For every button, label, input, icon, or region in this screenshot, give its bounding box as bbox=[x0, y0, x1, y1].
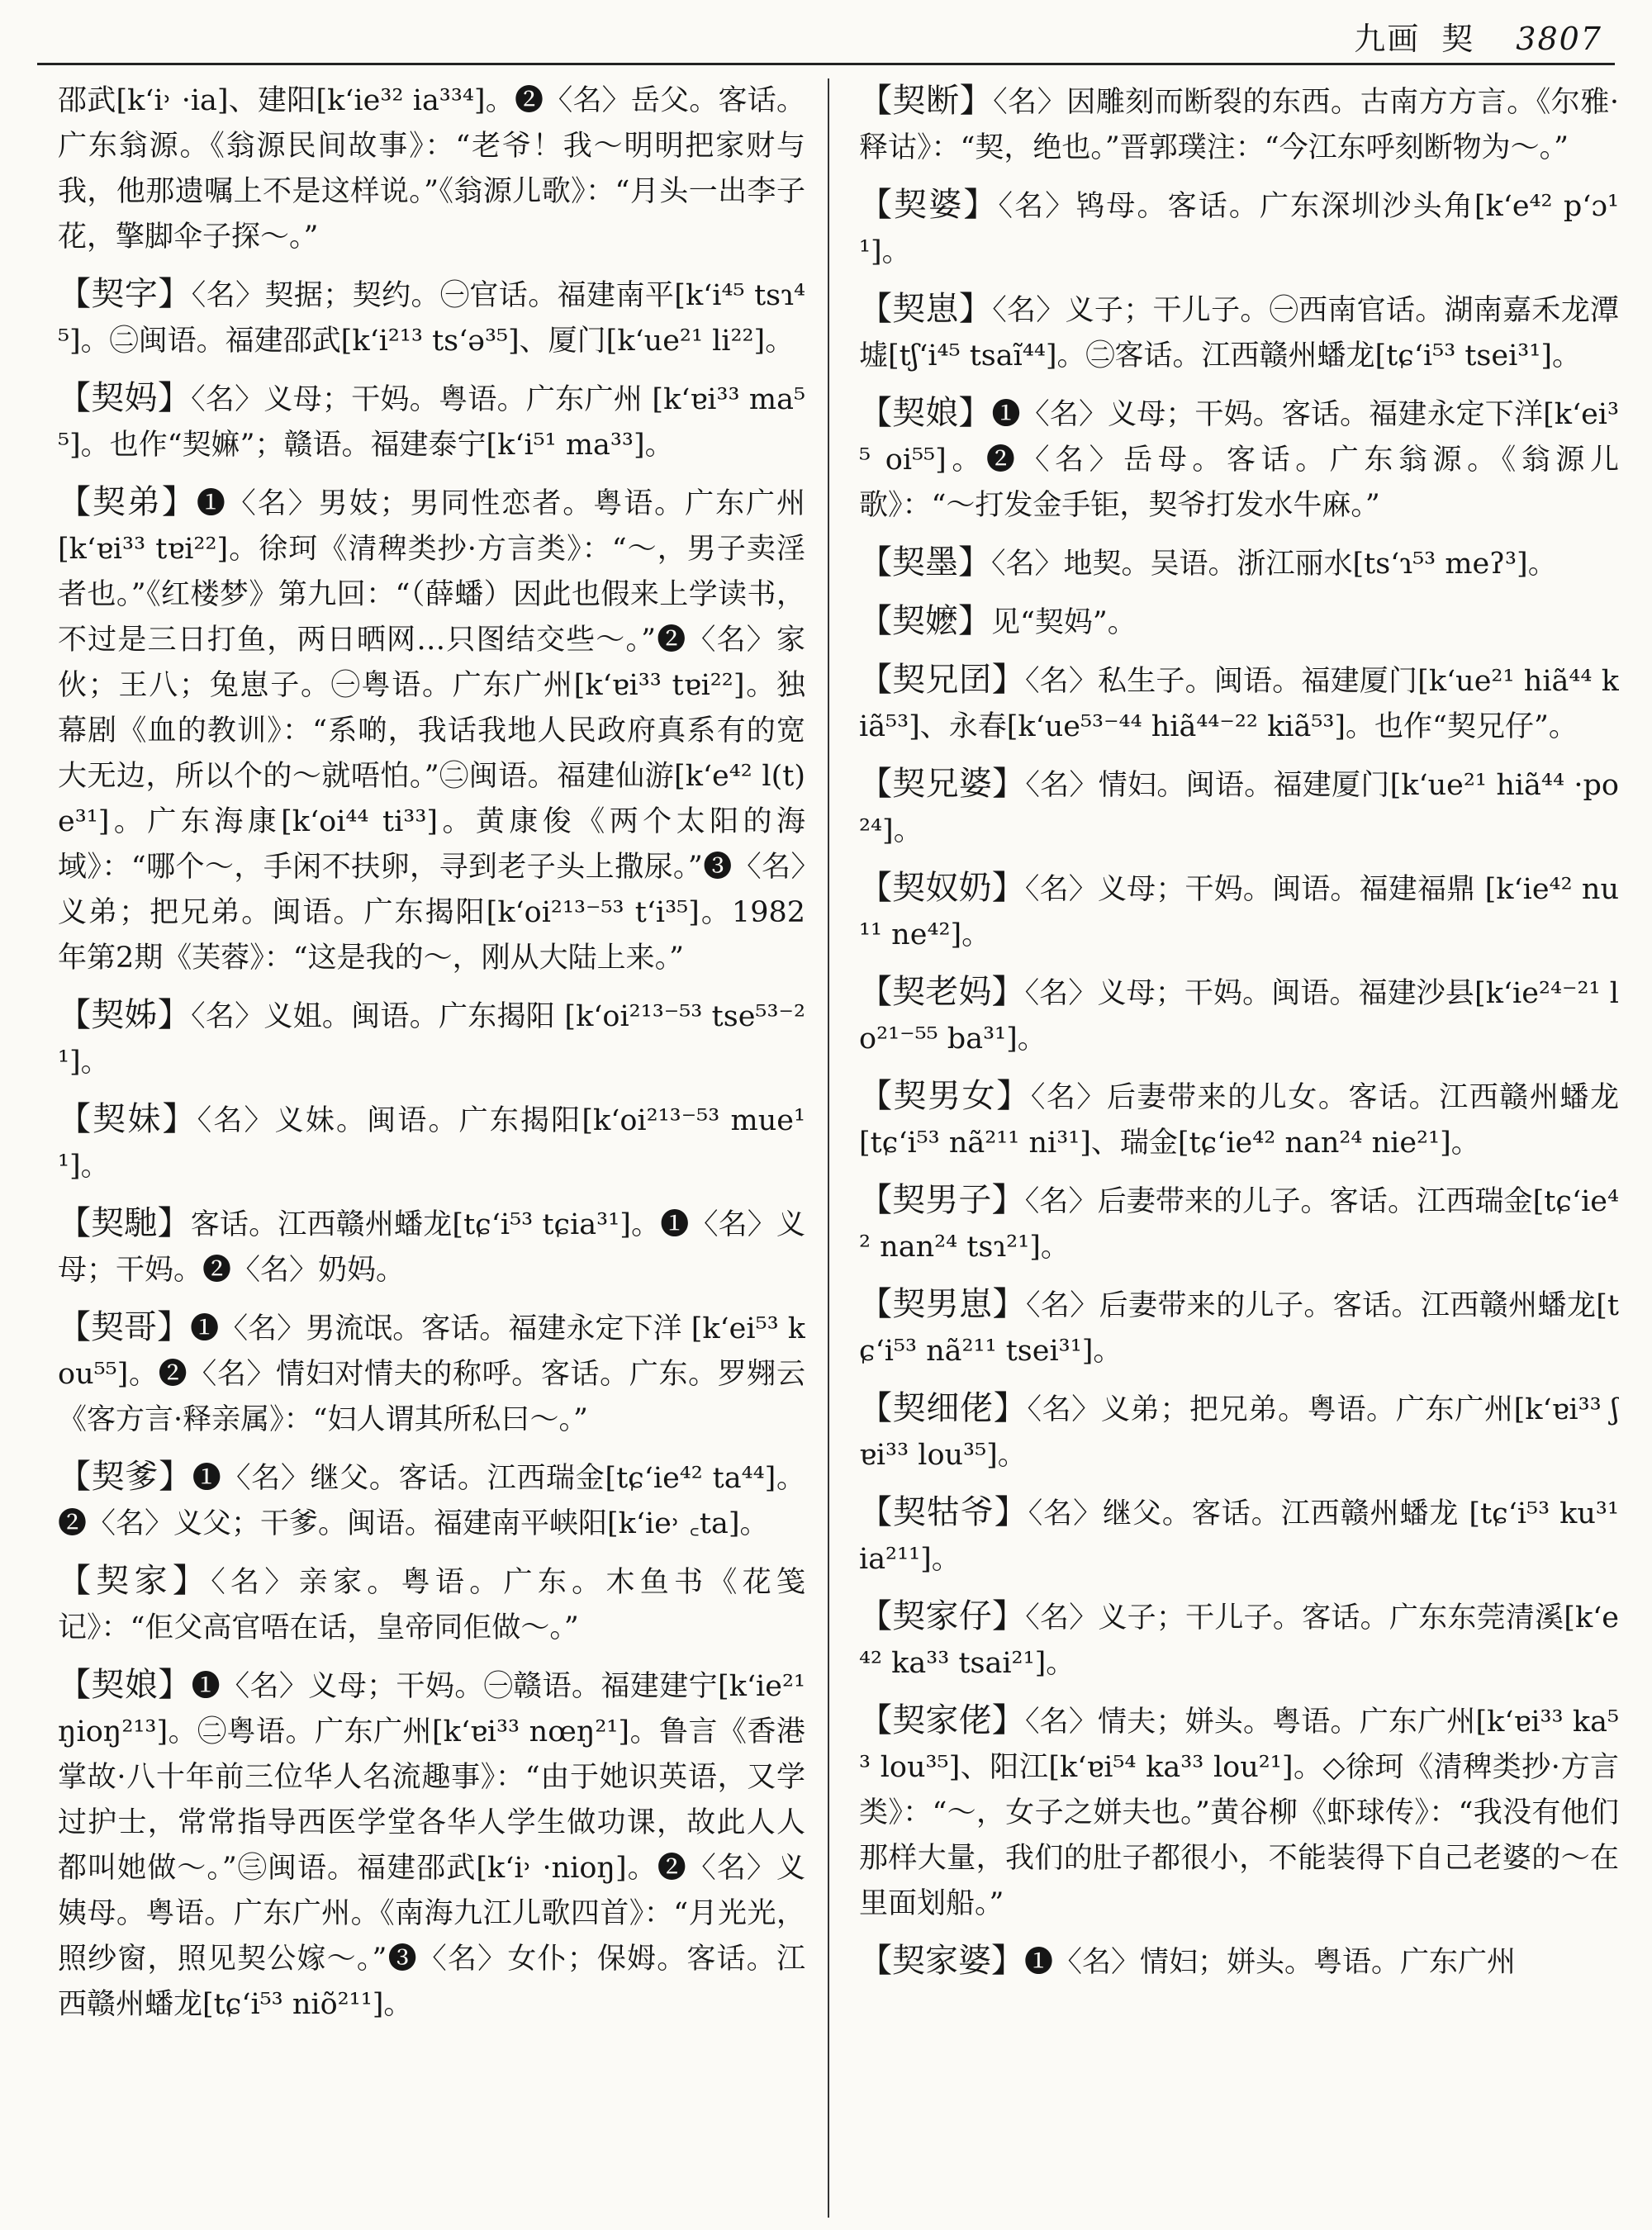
dictionary-entry bbox=[859, 970, 1619, 1062]
entry-headword: 【契娘】 bbox=[859, 394, 992, 432]
dictionary-entry bbox=[859, 183, 1619, 275]
entry-headword: 【契男子】 bbox=[859, 1181, 1025, 1219]
dictionary-entry bbox=[58, 1097, 805, 1189]
entry-definition: 〈名〉后妻带来的儿女。客话。江西赣州蟠龙 [tɕ‘i⁵³ nã²¹¹ ni³¹]、瑞金[tɕ‘ie⁴² nan²⁴ nie²¹]。 bbox=[859, 1081, 1619, 1160]
entry-definition: 〈名〉义妹。闽语。广东揭阳[k‘oi²¹³⁻⁵³ mue¹¹]。 bbox=[58, 1104, 805, 1183]
dictionary-entry bbox=[58, 272, 805, 364]
entry-definition: 〈名〉继父。客话。江西赣州蟠龙 [tɕ‘i⁵³ ku³¹ ia²¹¹]。 bbox=[859, 1497, 1619, 1576]
entry-headword: 【契奴奶】 bbox=[859, 869, 1025, 907]
dictionary-entry bbox=[58, 1305, 805, 1443]
entry-headword: 【契男崽】 bbox=[859, 1285, 1026, 1323]
dictionary-entry bbox=[859, 287, 1619, 379]
entry-headword: 【契细佬】 bbox=[859, 1389, 1028, 1427]
entry-definition: 〈名〉义子；干儿子。客话。广东东莞清溪[k‘e⁴² ka³³ tsai²¹]。 bbox=[859, 1601, 1619, 1680]
entry-headword: 【契男女】 bbox=[859, 1077, 1031, 1115]
entry-definition: 〈名〉后妻带来的儿子。客话。江西瑞金[tɕ‘ie⁴² nan²⁴ tsɿ²¹]。 bbox=[859, 1185, 1619, 1264]
entry-definition: 〈名〉因雕刻而断裂的东西。古南方方言。《尔雅·释诂》：“契，绝也。”晋郭璞注：“今江东呼刻断物为～。” bbox=[859, 86, 1619, 164]
running-head bbox=[1354, 13, 1602, 59]
dictionary-entry bbox=[859, 599, 1619, 646]
entry-headword: 【契婆】 bbox=[859, 186, 999, 224]
left-column bbox=[58, 78, 805, 2218]
entry-headword: 【契弟】 bbox=[58, 483, 197, 521]
entry-definition: 〈名〉情妇。闽语。福建厦门[k‘ue²¹ hiã⁴⁴ ·po²⁴]。 bbox=[859, 769, 1619, 847]
page-header bbox=[0, 0, 1652, 58]
dictionary-entry bbox=[58, 78, 805, 260]
dictionary-entry bbox=[859, 540, 1619, 587]
entry-headword: 【契墨】 bbox=[859, 543, 991, 581]
entry-definition: 〈名〉义母；干妈。粤语。广东广州 [k‘ɐi³³ ma⁵⁵]。也作“契嫲”；赣语。福建泰宁[k‘i⁵¹ ma³³]。 bbox=[58, 383, 805, 462]
entry-headword: 【契老妈】 bbox=[859, 973, 1025, 1011]
entry-definition: ❶〈名〉情妇；姘头。粤语。广东广州 bbox=[1024, 1946, 1517, 1979]
dictionary-entry bbox=[58, 1663, 805, 2028]
dictionary-entry bbox=[859, 1074, 1619, 1166]
entry-headword: 【契字】 bbox=[58, 275, 192, 313]
entry-definition: 〈名〉义子；干儿子。㊀西南官话。湖南嘉禾龙潭墟[tʃ‘i⁴⁵ tsaĩ⁴⁴]。㊁客话。江西赣州蟠龙[tɕ‘i⁵³ tsei³¹]。 bbox=[859, 294, 1619, 372]
dictionary-entry bbox=[859, 1490, 1619, 1582]
section-label: 九画 bbox=[1354, 21, 1421, 57]
entry-definition: 〈名〉义母；干妈。闽语。福建福鼎 [k‘ie⁴² nu¹¹ ne⁴²]。 bbox=[859, 873, 1619, 951]
column-divider bbox=[828, 78, 829, 2218]
entry-headword: 【契家婆】 bbox=[859, 1942, 1024, 1980]
entry-definition: 〈名〉义母；干妈。闽语。福建沙县[k‘ie²⁴⁻²¹ lo²¹⁻⁵⁵ ba³¹]。 bbox=[859, 977, 1619, 1056]
entry-definition: 〈名〉后妻带来的儿子。客话。江西赣州蟠龙[tɕ‘i⁵³ nã²¹¹ tsei³¹]。 bbox=[859, 1289, 1619, 1368]
entry-headword: 【契嬷】 bbox=[859, 602, 991, 640]
dictionary-entry bbox=[58, 1454, 805, 1547]
dictionary-entry bbox=[859, 762, 1619, 854]
entry-definition: 客话。江西赣州蟠龙[tɕ‘i⁵³ tɕia³¹]。❶〈名〉义母；干妈。❷〈名〉奶妈。 bbox=[58, 1208, 805, 1287]
page-number: 3807 bbox=[1516, 21, 1602, 57]
entry-headword: 【契兄囝】 bbox=[859, 661, 1025, 699]
dictionary-entry bbox=[859, 78, 1619, 171]
entry-headword: 【契娘】 bbox=[58, 1666, 192, 1704]
entry-definition: 〈名〉契据；契约。㊀官话。福建南平[k‘i⁴⁵ tsɿ⁴⁵]。㊁闽语。福建邵武[k‘i²¹³ ts‘ə³⁵]、厦门[k‘ue²¹ li²²]。 bbox=[58, 279, 805, 358]
entry-headword: 【契家佬】 bbox=[859, 1701, 1025, 1739]
dictionary-entry bbox=[859, 866, 1619, 958]
entry-definition: 见“契妈”。 bbox=[991, 606, 1137, 639]
dictionary-entry bbox=[58, 1201, 805, 1293]
entry-headword: 【契馳】 bbox=[58, 1204, 191, 1242]
dictionary-entry bbox=[58, 480, 805, 981]
entry-definition: ❶〈名〉义母；干妈。㊀赣语。福建建宁[k‘ie²¹ ŋioŋ²¹³]。㊁粤语。广东广州[k‘ɐi³³ nœŋ²¹]。鲁言《香港掌故·八十年前三位华人名流趣事》：“由于她识英语，又学过护士，常常指导西医学堂各华人学生做功课，故此人人都叫她做～。”㊂闽语。福建邵武[k‘i˒ ·nioŋ]。❷〈名〉义姨母。粤语。广东广州。《南海九江儿歌四首》：“月光光，照纱窗，照见契公嫁～。”❸〈名〉女仆；保姆。客话。江西赣州蟠龙[tɕ‘i⁵³ niõ²¹¹]。 bbox=[58, 1670, 805, 2021]
header-rule bbox=[37, 63, 1615, 65]
dictionary-entry bbox=[859, 1938, 1619, 1986]
dictionary-entry bbox=[58, 1559, 805, 1651]
entry-definition: 〈名〉义弟；把兄弟。粤语。广东广州[k‘ɐi³³ ʃɐi³³ lou³⁵]。 bbox=[859, 1393, 1619, 1472]
entry-headword: 【契家仔】 bbox=[859, 1597, 1026, 1635]
dictionary-entry bbox=[58, 376, 805, 468]
entry-definition: ❶〈名〉男流氓。客话。福建永定下洋 [k‘ei⁵³ kou⁵⁵]。❷〈名〉情妇对情夫的称呼。客话。广东。罗翙云《客方言·释亲属》：“妇人谓其所私曰～。” bbox=[58, 1312, 805, 1436]
entry-definition: ❶〈名〉男妓；男同性恋者。粤语。广东广州[k‘ɐi³³ tɐi²²]。徐珂《清稗类抄·方言类》：“～，男子卖淫者也。”《红楼梦》第九回：“（薛蟠）因此也假来上学读书，不过是三日打鱼，两日晒网…只图结交些～。”❷〈名〉家伙；王八；兔崽子。㊀粤语。广东广州[k‘ɐi³³ tɐi²²]。独幕剧《血的教训》：“系啲，我话我地人民政府真系有的宽大无边，所以个的～就唔怕。”㊁闽语。福建仙游[k‘e⁴² l(t)e³¹]。广东海康[k‘oi⁴⁴ ti³³]。黄康俊《两个太阳的海域》：“哪个～，手闲不扶卵，寻到老子头上撒尿。”❸〈名〉义弟；把兄弟。闽语。广东揭阳[k‘oi²¹³⁻⁵³ t‘i³⁵]。1982年第2期《芙蓉》：“这是我的～，刚从大陆上来。” bbox=[58, 487, 805, 975]
entry-headword: 【契妹】 bbox=[58, 1100, 197, 1138]
entry-definition: ❶〈名〉继父。客话。江西瑞金[tɕ‘ie⁴² ta⁴⁴]。❷〈名〉义父；干爹。闽语。福建南平峡阳[k‘ie˒ ꜀ta]。 bbox=[58, 1462, 805, 1540]
dictionary-entry bbox=[859, 1282, 1619, 1374]
entry-definition: ❶〈名〉义母；干妈。客话。福建永定下洋[k‘ei³⁵ oi⁵⁵]。❷〈名〉岳母。客话。广东翁源。《翁源儿歌》：“～打发金手钜，契爷打发水牛麻。” bbox=[859, 398, 1619, 522]
head-character: 契 bbox=[1441, 21, 1475, 57]
entry-definition: 〈名〉义姐。闽语。广东揭阳 [k‘oi²¹³⁻⁵³ tse⁵³⁻²¹]。 bbox=[58, 1000, 805, 1079]
entry-headword: 【契兄婆】 bbox=[859, 765, 1026, 803]
entry-definition: 邵武[k‘i˒ ·ia]、建阳[k‘ie³² ia³³⁴]。❷〈名〉岳父。客话。广东翁源。《翁源民间故事》：“老爷！我～明明把家财与我，他那遗嘱上不是这样说。”《翁源儿歌》：“月头一出李子花，擎脚伞子探～。” bbox=[58, 84, 805, 254]
entry-definition: 〈名〉亲家。粤语。广东。木鱼书《花笺记》：“佢父高官唔在话，皇帝同佢做～。” bbox=[58, 1566, 805, 1644]
right-column bbox=[859, 78, 1619, 2218]
entry-headword: 【契姊】 bbox=[58, 996, 192, 1034]
entry-headword: 【契爹】 bbox=[58, 1458, 192, 1496]
dictionary-entry bbox=[859, 1698, 1619, 1927]
dictionary-entry bbox=[58, 993, 805, 1085]
entry-headword: 【契牯爷】 bbox=[859, 1493, 1028, 1531]
entry-definition: 〈名〉地契。吴语。浙江丽水[ts‘ɿ⁵³ meʔ³]。 bbox=[991, 548, 1557, 581]
entry-definition: 〈名〉私生子。闽语。福建厦门[k‘ue²¹ hiã⁴⁴ kiã⁵³]、永春[k‘ue⁵³⁻⁴⁴ hiã⁴⁴⁻²² kiã⁵³]。也作“契兄仔”。 bbox=[859, 665, 1619, 743]
entry-headword: 【契断】 bbox=[859, 82, 994, 120]
dictionary-entry bbox=[859, 1594, 1619, 1687]
entry-headword: 【契家】 bbox=[58, 1562, 211, 1600]
dictionary-entry bbox=[859, 1386, 1619, 1478]
entry-headword: 【契妈】 bbox=[58, 379, 192, 417]
entry-headword: 【契哥】 bbox=[58, 1308, 191, 1346]
dictionary-entry bbox=[859, 1178, 1619, 1270]
entry-definition: 〈名〉情夫；姘头。粤语。广东广州[k‘ɐi³³ ka⁵³ lou³⁵]、阳江[k‘ɐi⁵⁴ ka³³ lou²¹]。◇徐珂《清稗类抄·方言类》：“～，女子之姘夫也。”黄谷柳《虾球传》：“我没有他们那样大量，我们的肚子都很小，不能装得下自己老婆的～在里面划船。” bbox=[859, 1706, 1619, 1920]
entry-headword: 【契崽】 bbox=[859, 290, 993, 328]
dictionary-entry bbox=[859, 391, 1619, 529]
entry-definition: 〈名〉鸨母。客话。广东深圳沙头角[k‘e⁴² p‘ɔ¹¹]。 bbox=[859, 190, 1619, 268]
dictionary-entry bbox=[859, 657, 1619, 750]
